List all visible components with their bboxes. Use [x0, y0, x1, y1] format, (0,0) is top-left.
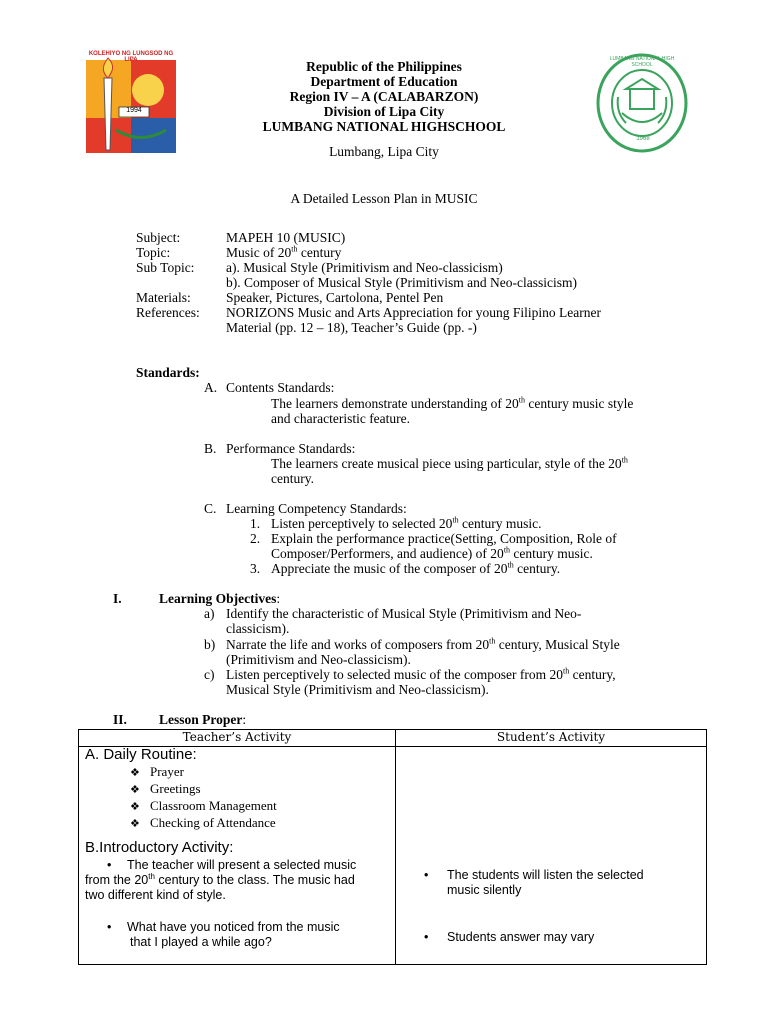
- materials-label: Materials:: [136, 290, 191, 305]
- references-1: NORIZONS Music and Arts Appreciation for young Filipino Learner: [226, 305, 601, 320]
- competency-2b: century music.: [510, 546, 593, 561]
- teacher-activity-2-text-1: What have you noticed from the music: [127, 920, 340, 934]
- lesson-heading-text: Lesson Proper: [159, 712, 243, 727]
- lesson-num: II.: [113, 712, 127, 727]
- routine-item: [130, 798, 277, 815]
- subject-row: [136, 230, 345, 245]
- teacher-activity-2-text-2: that I played a while ago?: [130, 935, 272, 949]
- references-row-2: [136, 320, 477, 335]
- standard-a-label: A.: [204, 380, 218, 395]
- lesson-table-header: [79, 730, 707, 747]
- teacher-activity-2-line-1: [85, 920, 395, 935]
- references-row: [136, 305, 601, 320]
- bullet-icon: •: [107, 858, 112, 872]
- objective-c-1a: Listen perceptively to selected music of the composer from 20: [226, 667, 564, 682]
- materials-row: [136, 290, 443, 305]
- teacher-activity-1-sup: th: [148, 871, 155, 881]
- objective-c-1b: century,: [569, 667, 616, 682]
- standard-b-text-1: [271, 456, 628, 471]
- objectives-num: I.: [113, 591, 122, 606]
- header-school: LUMBANG NATIONAL HIGHSCHOOL: [262, 119, 506, 134]
- teacher-activity-1-line-2: [85, 873, 395, 888]
- student-activity-1-text-1: The students will listen the selected: [447, 868, 644, 882]
- routine-item: [130, 815, 277, 832]
- logo-left-arc-text: KOLEHIYO NG LUNGSOD NG LIPA: [88, 51, 174, 63]
- bullet-icon: •: [424, 930, 429, 944]
- student-activity-1-line-1: [424, 868, 704, 883]
- subtopic-row-2: [136, 275, 577, 290]
- routine-item: [130, 764, 277, 781]
- standard-a-text-1: [271, 396, 633, 411]
- competency-1-sup: th: [452, 515, 459, 525]
- teacher-activity-1-text-1: The teacher will present a selected music: [127, 858, 357, 872]
- subtopic-row: [136, 260, 503, 275]
- topic-sup: th: [291, 244, 298, 254]
- competency-1-num: 1.: [250, 516, 261, 531]
- header-republic: Republic of the Philippines: [306, 59, 462, 74]
- objective-b-sup: th: [489, 636, 496, 646]
- teacher-activity-1-line-1: [85, 858, 395, 873]
- routine-list: [130, 764, 277, 832]
- bullet-icon: •: [424, 868, 429, 882]
- col-student-activity: Student’s Activity: [396, 730, 707, 747]
- seal-year: 1968: [636, 136, 650, 142]
- topic-value-a: Music of 20: [226, 245, 292, 260]
- references-label: References:: [136, 305, 200, 320]
- objectives-heading: [159, 591, 280, 606]
- routine-classroom-management: Classroom Management: [150, 798, 277, 813]
- routine-item: [130, 781, 277, 798]
- teacher-activity-1: [85, 858, 395, 903]
- objective-b-1a: Narrate the life and works of composers from 20: [226, 637, 490, 652]
- diamond-bullet-icon: ❖: [130, 801, 140, 813]
- objective-b-2: (Primitivism and Neo-classicism).: [226, 652, 411, 667]
- competency-2-text-2: [271, 546, 593, 561]
- objective-c-label: c): [204, 667, 215, 682]
- teacher-activity-1-line-3: two different kind of style.: [85, 888, 226, 902]
- subject-value: MAPEH 10 (MUSIC): [226, 230, 346, 245]
- competency-3-text: [271, 561, 560, 576]
- competency-3-num: 3.: [250, 561, 261, 576]
- subject-label: Subject:: [136, 230, 181, 245]
- header-region: Region IV – A (CALABARZON): [289, 89, 479, 104]
- competency-2-sup: th: [503, 545, 511, 555]
- topic-label: Topic:: [136, 245, 171, 260]
- student-activity-1-text-2: music silently: [447, 883, 522, 897]
- standard-a-text-1b: century music style: [525, 396, 634, 411]
- header-department: Department of Education: [310, 74, 458, 89]
- objective-a-2: classicism).: [226, 621, 290, 636]
- col-teacher-activity: Teacher’s Activity: [79, 730, 396, 747]
- competency-1b: century music.: [458, 516, 542, 531]
- objective-c-1: [226, 667, 616, 682]
- objective-c-2: Musical Style (Primitivism and Neo-classicism).: [226, 682, 489, 697]
- teacher-activity-2: [85, 920, 395, 950]
- materials-value: Speaker, Pictures, Cartolona, Pentel Pen: [226, 290, 444, 305]
- subtopic-label: Sub Topic:: [136, 260, 195, 275]
- objective-a-1: Identify the characteristic of Musical Style (Primitivism and Neo-: [226, 606, 582, 621]
- objective-c-sup: th: [563, 666, 570, 676]
- diamond-bullet-icon: ❖: [130, 784, 140, 796]
- subtopic-1: a). Musical Style (Primitivism and Neo-classicism): [226, 260, 503, 275]
- standard-c-label: C.: [204, 501, 217, 516]
- competency-2-text-1: Explain the performance practice(Setting, Composition, Role of: [271, 531, 617, 546]
- seal-ring-text: LUMBANG NATIONAL HIGH SCHOOL: [609, 56, 675, 68]
- student-activity-2-line-1: [424, 930, 704, 945]
- competency-3a: Appreciate the music of the composer of 20: [271, 561, 508, 576]
- objective-b-1: [226, 637, 620, 652]
- standard-b-title: Performance Standards:: [226, 441, 356, 456]
- diamond-bullet-icon: ❖: [130, 767, 140, 779]
- routine-prayer: Prayer: [150, 764, 184, 779]
- standard-a-title: Contents Standards:: [226, 380, 335, 395]
- competency-3-sup: th: [507, 560, 514, 570]
- standard-b-label: B.: [204, 441, 217, 456]
- bullet-icon: •: [107, 920, 112, 934]
- competency-3b: century.: [513, 561, 561, 576]
- topic-value-b: century: [297, 245, 342, 260]
- student-activity-2-text-1: Students answer may vary: [447, 930, 595, 944]
- standard-a-text-1a: The learners demonstrate understanding of 20: [271, 396, 519, 411]
- logo-left-year: 1994: [126, 107, 142, 114]
- objectives-heading-text: Learning Objectives: [159, 591, 277, 606]
- competency-1a: Listen perceptively to selected 20: [271, 516, 453, 531]
- standard-b-text-1a: The learners create musical piece using particular, style of the 20: [271, 456, 622, 471]
- standard-b-text-2: century.: [271, 471, 314, 486]
- routine-greetings: Greetings: [150, 781, 201, 796]
- objective-a-label: a): [204, 606, 215, 621]
- objectives-colon: :: [276, 591, 281, 606]
- teacher-activity-2-line-2: [85, 935, 395, 950]
- teacher-activity-1-text-2a: from the 20: [85, 873, 149, 887]
- standard-a-text-2: and characteristic feature.: [271, 411, 411, 426]
- objective-b-label: b): [204, 637, 216, 652]
- topic-row: [136, 245, 341, 260]
- header-division: Division of Lipa City: [323, 104, 445, 119]
- daily-routine-heading: A. Daily Routine:: [85, 746, 197, 763]
- standard-c-title: Learning Competency Standards:: [226, 501, 407, 516]
- subtopic-2: b). Composer of Musical Style (Primitivism and Neo-classicism): [226, 275, 577, 290]
- objective-b-1b: century, Musical Style: [495, 637, 620, 652]
- header-address: Lumbang, Lipa City: [329, 144, 439, 159]
- competency-2-num: 2.: [250, 531, 261, 546]
- standards-heading: Standards:: [136, 365, 200, 380]
- teacher-activity-1-text-2b: century to the class. The music had: [154, 873, 355, 887]
- standard-b-sup: th: [621, 455, 628, 465]
- competency-2a: Composer/Performers, and audience) of 20: [271, 546, 504, 561]
- lesson-colon: :: [242, 712, 247, 727]
- introductory-activity-heading: B.Introductory Activity:: [85, 839, 234, 856]
- competency-1-text: [271, 516, 542, 531]
- diamond-bullet-icon: ❖: [130, 818, 140, 830]
- document-title: A Detailed Lesson Plan in MUSIC: [290, 191, 478, 206]
- student-activity-1: [424, 868, 704, 898]
- standard-a-sup: th: [518, 395, 526, 405]
- references-2: Material (pp. 12 – 18), Teacher’s Guide (pp. -): [226, 320, 477, 335]
- student-activity-2: [424, 930, 704, 945]
- routine-checking-attendance: Checking of Attendance: [150, 815, 276, 830]
- student-activity-1-line-2: [424, 883, 704, 898]
- lesson-heading: [159, 712, 246, 727]
